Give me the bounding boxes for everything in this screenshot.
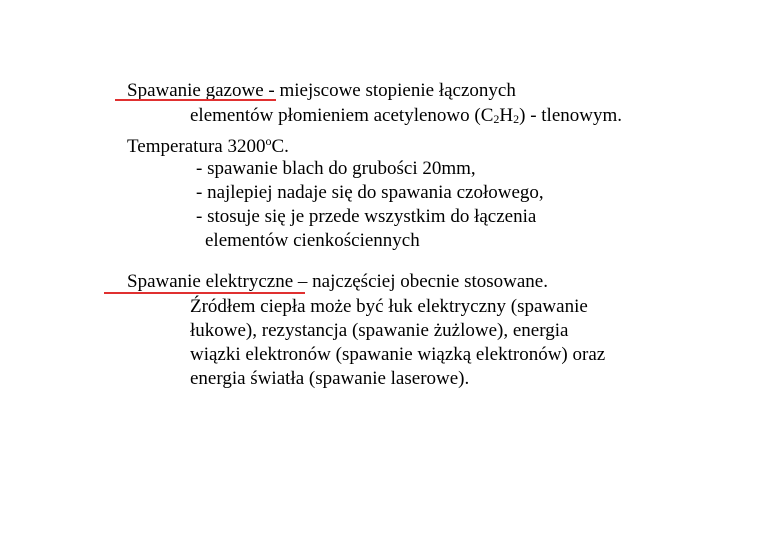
- electric-welding-heading-rest: – najczęściej obecnie stosowane.: [293, 271, 548, 292]
- subscript-2: 2: [513, 112, 520, 126]
- electric-welding-line-4: wiązki elektronów (spawanie wiązką elektronów) oraz: [190, 344, 606, 365]
- gas-welding-line-2: [190, 105, 622, 130]
- electric-welding-line-1: [127, 271, 548, 293]
- temperature-unit: C.: [271, 136, 289, 157]
- electric-welding-line-5: energia światła (spawanie laserowe).: [190, 368, 470, 389]
- temperature-text: Temperatura 3200: [127, 136, 266, 157]
- electric-welding-line-3: łukowe), rezystancja (spawanie żużlowe), energia: [190, 320, 569, 341]
- gas-welding-line-3: [127, 130, 289, 158]
- gas-welding-heading: Spawanie gazowe: [127, 80, 264, 101]
- degree-superscript: o: [265, 134, 272, 148]
- bullet-2: - najlepiej nadaje się do spawania czołowego,: [196, 182, 544, 203]
- electric-welding-line-2: Źródłem ciepła może być łuk elektryczny (spawanie: [190, 296, 588, 317]
- bullet-3: - stosuje się je przede wszystkim do łączenia: [196, 206, 537, 227]
- subscript-1: 2: [493, 112, 500, 126]
- bullet-1: - spawanie blach do grubości 20mm,: [196, 158, 476, 179]
- gas-welding-underline: [115, 99, 276, 101]
- gas-welding-heading-rest: - miejscowe stopienie łączonych: [263, 80, 516, 101]
- line2-end: ) - tlenowym.: [519, 105, 623, 126]
- electric-welding-heading: Spawanie elektryczne: [127, 271, 294, 292]
- electric-welding-underline: [104, 292, 305, 294]
- line2-h: H: [499, 105, 514, 126]
- bullet-3-continuation: elementów cienkościennych: [205, 230, 420, 251]
- line2-text: elementów płomieniem acetylenowo (C: [190, 105, 494, 126]
